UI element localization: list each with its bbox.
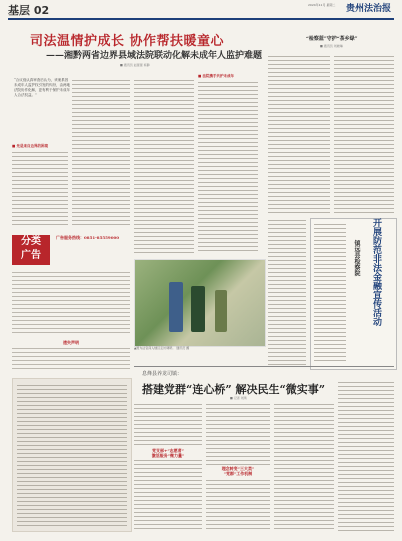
lead-headline: 司法温情护成长 协作帮扶暖童心 [30,34,225,49]
bottom-subhead-1: 党支部+“志愿者” [134,448,202,454]
bottom-column-4 [338,380,394,532]
section-header: 基层 02 [8,4,50,17]
classified-badge [12,235,50,265]
lost-notice-body [12,346,130,372]
notice-box-text [17,383,127,527]
newspaper-brand: 贵州法治报 [346,4,392,14]
bottom-headline: 搭建党群“连心桥” 解决民生“微实事” [142,383,326,396]
bottom-column-3 [274,402,334,532]
right-top-byline: ■ 通讯员 刘晓琳 [320,44,343,48]
lost-notice-title: 遗失声明 [63,340,79,345]
lead-subhead: ——湘黔两省边界县域法院联动化解未成年人监护难题 [46,51,263,61]
right-top-column-1 [268,54,330,214]
lead-body-column-1 [12,150,68,228]
right-feature-vertical-title: 开展防范非法金融宣传活动 [371,218,381,326]
lead-byline: ■ 通讯员 赵蕾蕾 杨静 [120,63,150,67]
bottom-subhead-2: 激活服务“微力量” [134,453,202,459]
right-feature-vertical-sub: 镇远县检察院 [353,240,360,276]
photo-figure-1 [169,282,183,332]
bottom-byline: ■ 记者 刘琦 [230,396,247,400]
classified-hotline: 广告服务热线：0851-85559000 [56,235,120,240]
classified-badge-line-1: 分类 [21,236,41,247]
classified-body [12,270,130,336]
lead-body-column-4 [198,80,258,254]
section-2-title: ■ 法院携手共护未成年 [198,74,235,78]
lead-body-column-2 [72,78,130,228]
classified-badge-line-2: 广告 [21,250,41,261]
right-top-column-2 [334,54,394,214]
right-top-headline: “检察蓝”守护“茶乡绿” [306,36,358,42]
right-feature-text [314,222,346,364]
notice-box [12,378,132,532]
lead-body-column-3 [134,78,194,254]
bottom-box-title: 理念转变“三大类” [206,466,270,472]
lead-photo [134,259,266,347]
issue-info: 2024年11月 星期二 [308,3,336,7]
lead-quote: “合议庭认真审查后认为，该案系因未成年人监护权引发的纠纷，由两地法院协作化解，更有利于保护未成年人合法权益。” [14,78,70,97]
bottom-column-1 [134,402,202,532]
photo-figure-3 [215,290,227,332]
photo-figure-2 [191,286,205,332]
bottom-rule [134,366,394,367]
bottom-kicker: 息烽县养龙司镇： [142,371,183,377]
section-1-title: ■ 先是来自边界的困境 [12,144,49,148]
header-rule [8,18,394,20]
right-mid-column [268,218,306,368]
photo-caption: ▲图为法官深入辖区走访调研。 通讯员 摄 [134,346,190,350]
bottom-box-title-2: “党群”工作机制 [206,471,270,477]
